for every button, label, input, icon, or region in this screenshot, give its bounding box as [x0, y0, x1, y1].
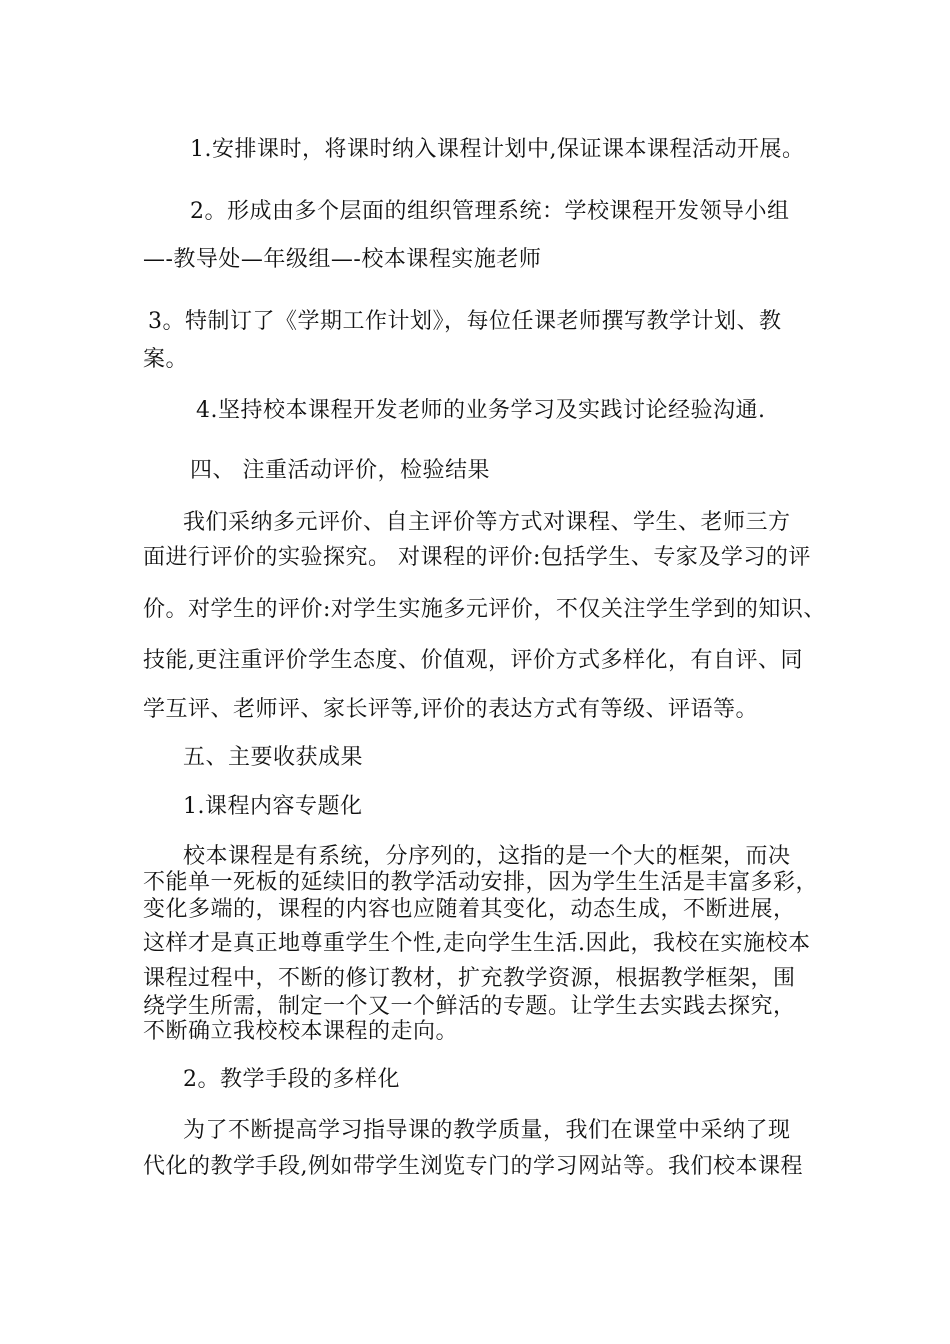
section-heading-5: 五、主要收获成果 [183, 745, 364, 770]
section-heading-4: 四、 注重活动评价，检验结果 [190, 458, 490, 483]
text-line-18: 这样才是真正地尊重学生个性,走向学生生活.因此，我校在实施校本 [143, 931, 811, 956]
text-line-10: 价。对学生的评价:对学生实施多元评价，不仅关注学生学到的知识、 [143, 597, 826, 622]
text-line-2: 2。形成由多个层面的组织管理系统：学校课程开发领导小组 [190, 199, 790, 224]
text-line-9: 面进行评价的实验探究。 对课程的评价:包括学生、专家及学习的评 [143, 545, 811, 570]
text-line-5: 案。 [143, 347, 189, 372]
text-line-6: 4.坚持校本课程开发老师的业务学习及实践讨论经验沟通. [196, 398, 766, 423]
text-line-20: 绕学生所需，制定一个又一个鲜活的专题。让学生去实践去探究， [143, 994, 796, 1019]
text-line-4: 3。特制订了《学期工作计划》，每位任课老师撰写教学计划、教 [148, 309, 782, 334]
text-line-11: 技能,更注重评价学生态度、价值观，评价方式多样化，有自评、同 [143, 648, 803, 673]
text-line-19: 课程过程中，不断的修订教材，扩充教学资源，根据教学框架，围 [143, 966, 796, 991]
text-line-3: —-教导处—年级组—-校本课程实施老师 [143, 247, 542, 272]
subheading-1: 1.课程内容专题化 [183, 794, 363, 819]
subheading-2: 2。教学手段的多样化 [183, 1067, 400, 1092]
text-line-15: 校本课程是有系统，分序列的，这指的是一个大的框架，而决 [183, 844, 791, 869]
text-line-24: 代化的教学手段,例如带学生浏览专门的学习网站等。我们校本课程 [143, 1154, 803, 1179]
text-line-23: 为了不断提高学习指导课的教学质量，我们在课堂中采纳了现 [183, 1118, 791, 1143]
text-line-16: 不能单一死板的延续旧的教学活动安排，因为学生生活是丰富多彩， [143, 870, 819, 895]
text-line-21: 不断确立我校校本课程的走向。 [143, 1019, 459, 1044]
text-line-1: 1.安排课时，将课时纳入课程计划中,保证课本课程活动开展。 [190, 137, 805, 162]
text-line-8: 我们采纳多元评价、自主评价等方式对课程、学生、老师三方 [183, 510, 791, 535]
text-line-12: 学互评、老师评、家长评等,评价的表达方式有等级、评语等。 [143, 697, 758, 722]
text-line-17: 变化多端的，课程的内容也应随着其变化，动态生成，不断进展， [143, 897, 796, 922]
